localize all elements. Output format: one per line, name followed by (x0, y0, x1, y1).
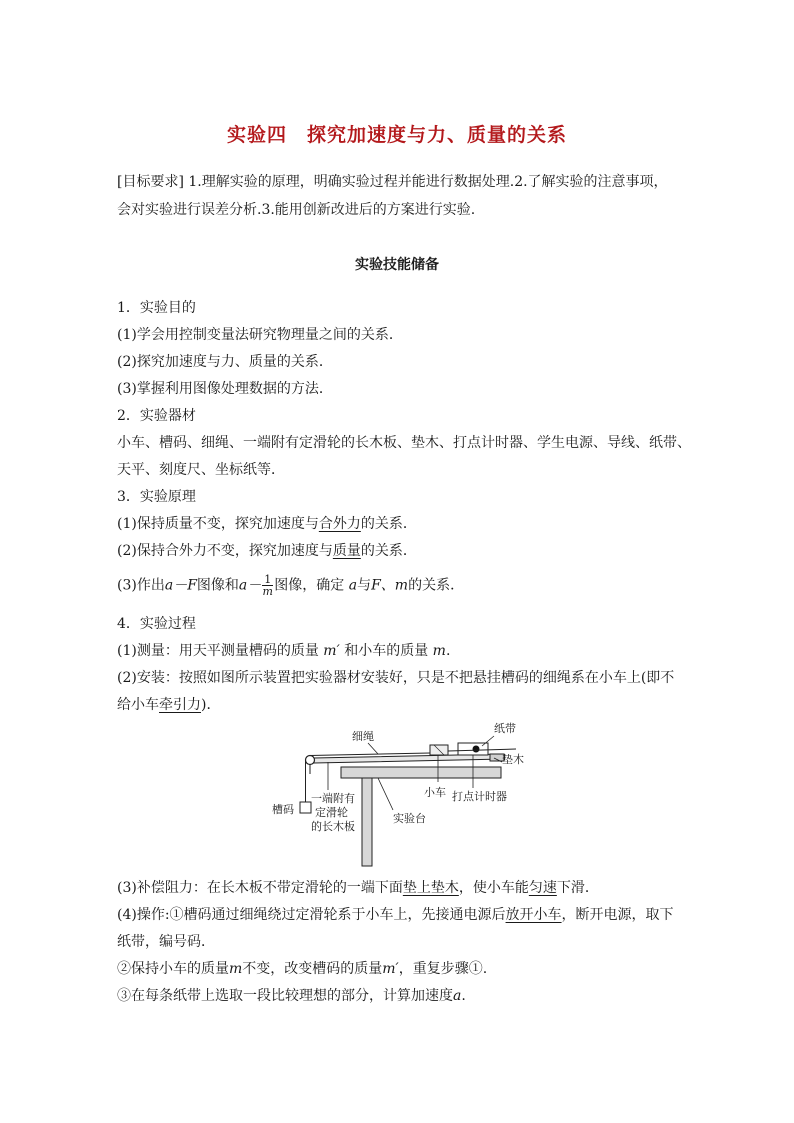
label-timer: 打点计时器 (452, 790, 507, 803)
s4-item-3: (3)补偿阻力：在长木板不带定滑轮的一端下面垫上垫木，使小车能匀速下滑． (117, 880, 599, 896)
objectives-line-2: 会对实验进行误差分析.3.能用创新改进后的方案进行实验. (117, 202, 476, 218)
s4-item-6: ③在每条纸带上选取一段比较理想的部分，计算加速度a. (117, 988, 466, 1004)
weight-hanger (300, 802, 311, 813)
pulley (306, 756, 315, 765)
label-board-1: 一端附有 (311, 792, 355, 805)
objectives-line-1: [目标要求] 1.理解实验的原理，明确实验过程并能进行数据处理.2.了解实验的注意事项， (117, 174, 668, 190)
s4-item-2-line-1: (2)安装：按照如图所示装置把实验器材安装好，只是不把悬挂槽码的细绳系在小车上(即不 (117, 670, 675, 686)
s4-item-4-line-2: 纸带，编号码． (117, 934, 215, 950)
s4-item-2-line-2: 给小车牵引力)． (117, 697, 221, 713)
label-cart: 小车 (424, 786, 446, 799)
label-table: 实验台 (393, 812, 426, 825)
label-board-2: 定滑轮 (315, 806, 348, 819)
s3-item-1: (1)保持质量不变，探究加速度与合外力的关系． (117, 516, 417, 532)
s2-line-2: 天平、刻度尺、坐标纸等． (117, 462, 285, 478)
label-tape: 纸带 (494, 722, 516, 735)
s3-item-2: (2)保持合外力不变，探究加速度与质量的关系． (117, 543, 417, 559)
s1-item-2: (2)探究加速度与力、质量的关系． (117, 354, 333, 370)
apparatus-diagram (268, 718, 533, 870)
s3-item-3: (3)作出a－F图像和a－ $\frac{1}{m}$ 图像，确定 a与F、m的关系． (117, 573, 465, 598)
s4-item-5: ②保持小车的质量m不变，改变槽码的质量m′，重复步骤①. (117, 961, 488, 977)
label-block: 垫木 (502, 753, 524, 766)
section-heading: 实验技能储备 (355, 257, 439, 273)
label-rope: 细绳 (352, 730, 374, 743)
s4-heading: 4．实验过程 (117, 616, 196, 632)
s2-line-1: 小车、槽码、细绳、一端附有定滑轮的长木板、垫木、打点计时器、学生电源、导线、纸带、 (117, 435, 691, 451)
s1-heading: 1．实验目的 (117, 300, 196, 316)
fraction-one-over-m: $\frac{1}{m}$ (262, 573, 273, 598)
s4-item-4-line-1: (4)操作:①槽码通过细绳绕过定滑轮系于小车上，先接通电源后放开小车，断开电源，取下 (117, 907, 674, 923)
s1-item-3: (3)掌握利用图像处理数据的方法． (117, 381, 333, 397)
label-board-3: 的长木板 (311, 820, 355, 833)
label-weight: 槽码 (272, 803, 294, 816)
s4-item-1: (1)测量：用天平测量槽码的质量 m′ 和小车的质量 m. (117, 643, 451, 659)
table-leg (362, 778, 372, 866)
s1-item-1: (1)学会用控制变量法研究物理量之间的关系． (117, 327, 403, 343)
rope (310, 753, 430, 756)
s3-heading: 3．实验原理 (117, 489, 196, 505)
s2-heading: 2．实验器材 (117, 408, 196, 424)
page-title: 实验四 探究加速度与力、质量的关系 (226, 124, 567, 146)
table-top (341, 767, 501, 778)
objectives-label: [目标要求] (117, 174, 184, 190)
